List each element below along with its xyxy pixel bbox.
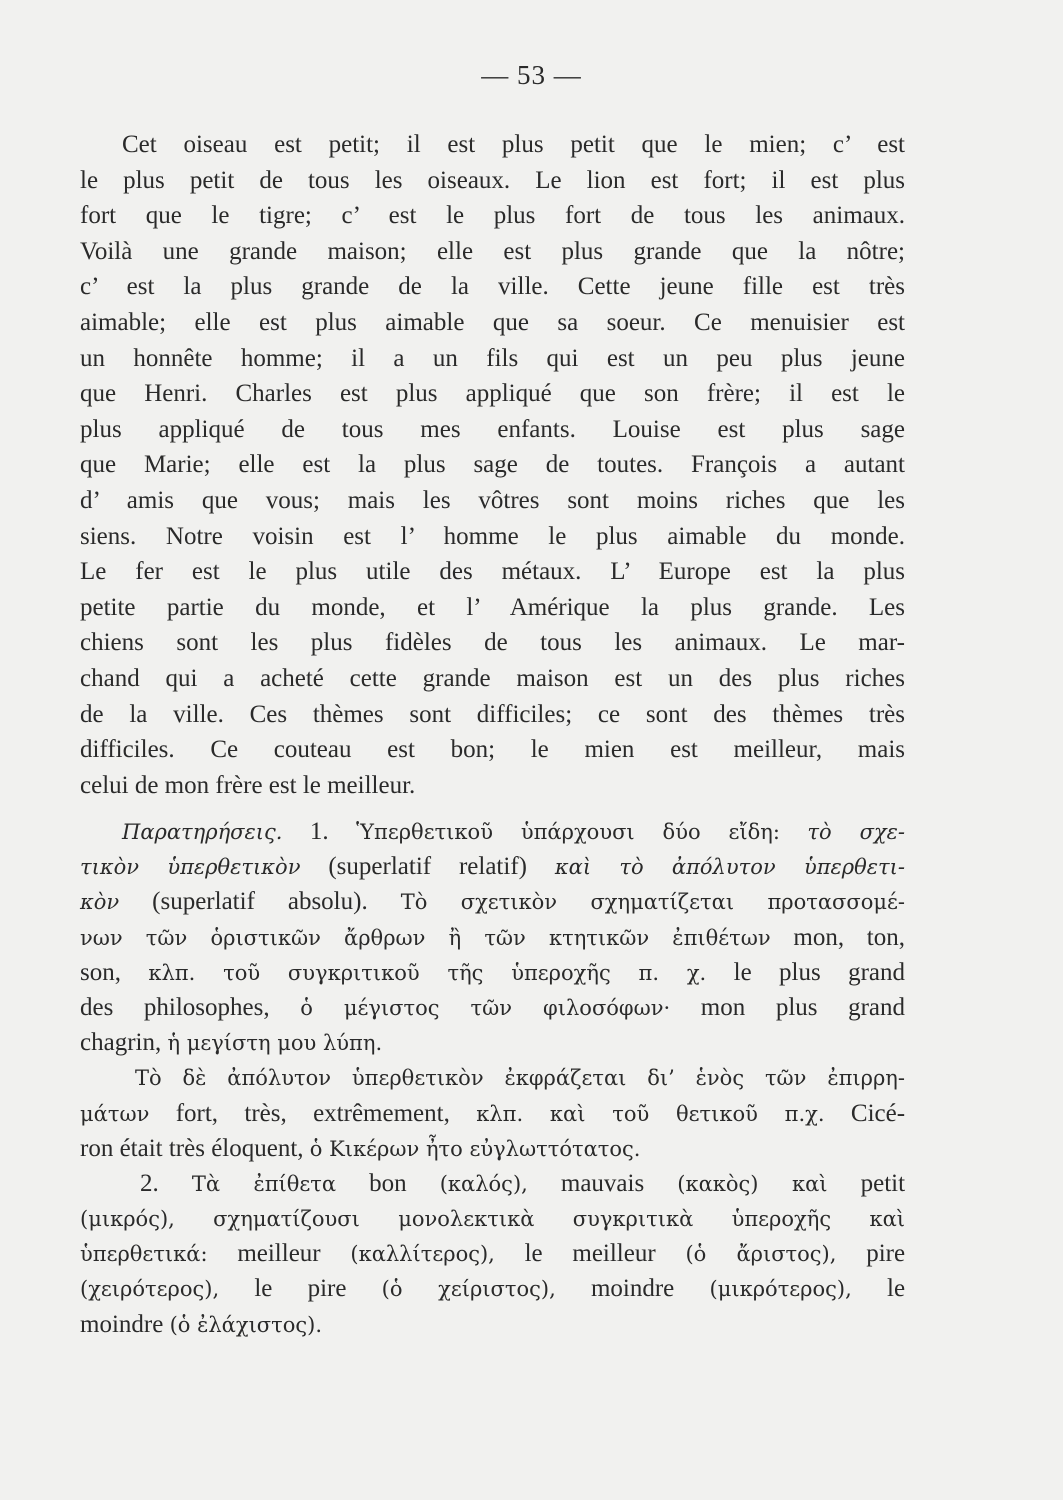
- notes-line: son, κλπ. τοῦ συγκριτικοῦ τῆς ὑπεροχῆς π. χ. le plus grand: [80, 958, 906, 986]
- notes-heading: Παρατηρήσεις.: [122, 820, 283, 844]
- notes-line: μάτων fort, très, extrêmement, κλπ. καὶ τοῦ θετικοῦ π.χ. Cicé-: [80, 1099, 906, 1127]
- notes-line: νων τῶν ὁριστικῶν ἄρθρων ἢ τῶν κτητικῶν ἐπιθέτων mon, ton,: [80, 923, 906, 951]
- text-line: chiens sont les plus fidèles de tous les animaux. Le mar-: [80, 629, 905, 657]
- text-line: aimable; elle est plus aimable que sa soeur. Ce menuisier est: [80, 308, 905, 336]
- notes-line: des philosophes, ὁ μέγιστος τῶν φιλοσόφων· mon plus grand: [80, 993, 906, 1021]
- text-line: plus appliqué de tous mes enfants. Louise est plus sage: [80, 415, 905, 443]
- text-line: celui de mon frère est le meilleur.: [80, 771, 416, 799]
- notes-line: (χειρότερος), le pire (ὁ χείριστος), moindre (μικρότερος), le: [80, 1275, 906, 1303]
- text-line: un honnête homme; il a un fils qui est un peu plus jeune: [80, 344, 905, 372]
- notes-line: chagrin, ἡ μεγίστη μου λύπη.: [80, 1029, 383, 1057]
- text-line: d’ amis que vous; mais les vôtres sont moins riches que les: [80, 486, 905, 514]
- text-line: Voilà une grande maison; elle est plus grande que la nôtre;: [80, 237, 905, 265]
- text-line: petite partie du monde, et l’ Amérique la plus grande. Les: [80, 593, 905, 621]
- text-line: de la ville. Ces thèmes sont difficiles; ce sont des thèmes très: [80, 700, 905, 728]
- notes-line: ron était très éloquent, ὁ Κικέρων ἦτο εὐγλωττότατος.: [80, 1134, 641, 1162]
- exercise-paragraph: [80, 127, 905, 803]
- notes-line: (μικρός), σχηματίζουσι μονολεκτικὰ συγκριτικὰ ὑπεροχῆς καὶ: [80, 1207, 905, 1232]
- text-line: que Marie; elle est la plus sage de toutes. François a autant: [80, 451, 905, 479]
- notes-line: ὑπερθετικά: meilleur (καλλίτερος), le meilleur (ὁ ἄριστος), pire: [80, 1240, 906, 1268]
- text-line: que Henri. Charles est plus appliqué que son frère; il est le: [80, 380, 905, 408]
- text-line: Cet oiseau est petit; il est plus petit que le mien; c’ est: [122, 131, 905, 158]
- notes-section: [80, 814, 905, 1342]
- text-line: siens. Notre voisin est l’ homme le plus aimable du monde.: [80, 522, 905, 550]
- notes-line: Τὸ δὲ ἀπόλυτον ὑπερθετικὸν ἐκφράζεται δι’ ἑνὸς τῶν ἐπιρρη-: [135, 1066, 905, 1091]
- text-line: le plus petit de tous les oiseaux. Le lion est fort; il est plus: [80, 166, 905, 194]
- text-line: c’ est la plus grande de la ville. Cette jeune fille est très: [80, 273, 905, 301]
- notes-line: κὸν (superlatif absolu). Τὸ σχετικὸν σχηματίζεται προτασσομέ-: [80, 888, 905, 916]
- text-line: Le fer est le plus utile des métaux. L’ Europe est la plus: [80, 558, 905, 586]
- text-line: fort que le tigre; c’ est le plus fort de tous les animaux.: [80, 202, 905, 230]
- notes-line: 2. Τὰ ἐπίθετα bon (καλός), mauvais (κακὸς) καὶ petit: [140, 1169, 906, 1197]
- notes-line: Παρατηρήσεις. 1. Ὑπερθετικοῦ ὑπάρχουσι δύο εἴδη: τὸ σχε-: [122, 818, 906, 845]
- text-line: difficiles. Ce couteau est bon; le mien est meilleur, mais: [80, 736, 905, 764]
- notes-line: moindre (ὁ ἐλάχιστος).: [80, 1310, 323, 1338]
- text-line: chand qui a acheté cette grande maison est un des plus riches: [80, 664, 905, 692]
- page-number: — 53 —: [481, 60, 582, 90]
- notes-line: τικὸν ὑπερθετικὸν (superlatif relatif) καὶ τὸ ἀπόλυτον ὑπερθετι-: [80, 853, 906, 881]
